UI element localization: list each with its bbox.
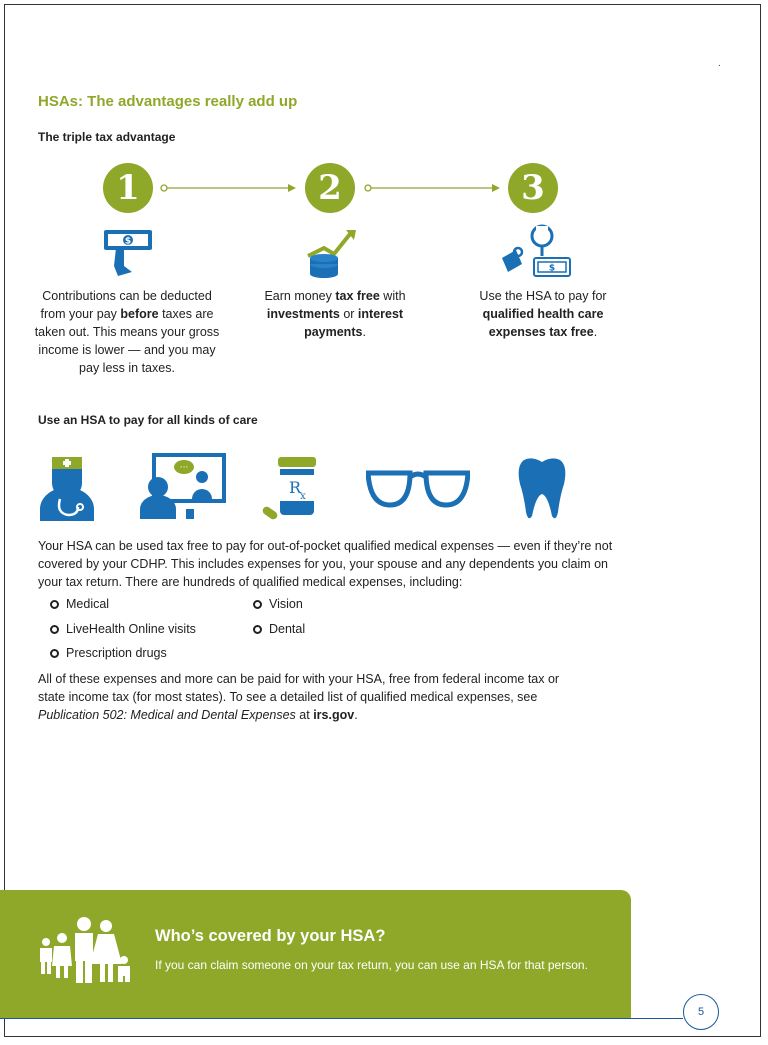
page-title: HSAs: The advantages really add up: [38, 93, 298, 110]
bullet-icon: [50, 649, 59, 658]
step-1-badge: 1: [103, 163, 153, 213]
svg-text:···: ···: [179, 463, 189, 473]
arrow-2-to-3: [364, 181, 502, 195]
list-item: Prescription drugs: [50, 646, 167, 660]
page-number: 5: [683, 994, 719, 1030]
svg-text:$: $: [124, 236, 132, 247]
list-item: Medical: [50, 597, 109, 611]
coins-growth-icon: [304, 226, 360, 280]
step-2-badge: 2: [305, 163, 355, 213]
svg-text:x: x: [300, 491, 306, 502]
corner-mark: .: [718, 58, 721, 69]
triple-tax-heading: The triple tax advantage: [38, 130, 176, 144]
telehealth-icon: [136, 453, 228, 521]
step-3-badge: 3: [508, 163, 558, 213]
footer-rule: [0, 1018, 683, 1019]
arrow-1-to-2: [160, 181, 298, 195]
publication-title: Publication 502: Medical and Dental Expenses: [38, 708, 296, 722]
care-paragraph: Your HSA can be used tax free to pay for out-of-pocket qualified medical expenses — even if they’re not covered by your CDHP. This includes expenses for you, your spouse and any dependents you claim on your tax return. There are hundreds of qualified medical expenses, including:: [38, 539, 613, 589]
bullet-icon: [253, 600, 262, 609]
step-2-text: Earn money tax free with investments or interest payments.: [264, 289, 406, 339]
hand-with-cash-icon: [102, 226, 154, 278]
care-heading: Use an HSA to pay for all kinds of care: [38, 413, 258, 427]
list-item: LiveHealth Online visits: [50, 622, 196, 636]
list-item: Vision: [253, 597, 303, 611]
svg-text:$: $: [548, 263, 556, 274]
tooth-icon: [516, 456, 568, 522]
closing-paragraph: All of these expenses and more can be paid for with your HSA, free from federal income tax or state income tax (for most states). To see a detailed list of qualified medical expenses, see Publication 502: Medical and Dental Expenses at irs.gov.: [38, 672, 560, 722]
list-item: Dental: [253, 622, 305, 636]
svg-text:R: R: [288, 478, 302, 497]
medical-expenses-icon: [496, 222, 574, 282]
prescription-icon: [258, 455, 320, 521]
eyeglasses-icon: [366, 465, 470, 511]
bullet-icon: [253, 625, 262, 634]
step-1-text: Contributions can be deducted from your pay before taxes are taken out. This means your gross income is lower — and you may pay less in taxes.: [34, 289, 220, 375]
family-icon: [36, 916, 136, 986]
irs-link[interactable]: irs.gov: [313, 708, 355, 722]
banner-title: Who’s covered by your HSA?: [155, 927, 386, 945]
bullet-icon: [50, 600, 59, 609]
step-3-text: Use the HSA to pay for qualified health care expenses tax free.: [479, 289, 607, 339]
banner-text: If you can claim someone on your tax return, you can use an HSA for that person.: [155, 958, 588, 972]
doctor-icon: [38, 455, 96, 521]
page-frame: [4, 4, 761, 1037]
bullet-icon: [50, 625, 59, 634]
